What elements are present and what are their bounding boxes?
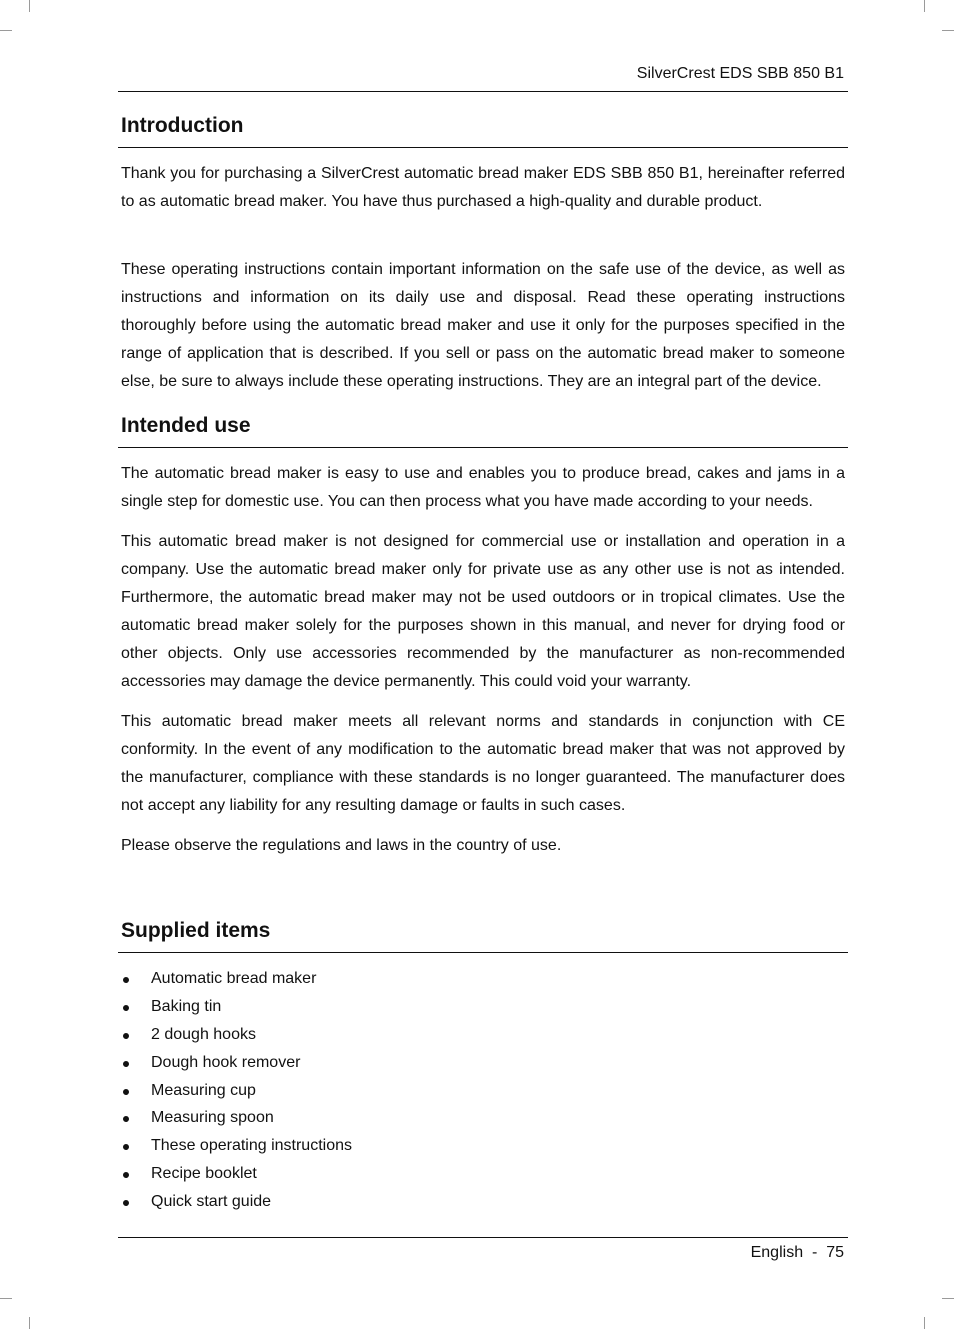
list-item-label: Automatic bread maker: [151, 970, 317, 987]
list-item: [121, 1160, 352, 1188]
bullet-icon: [123, 1172, 129, 1178]
page-number: 75: [826, 1244, 844, 1261]
bullet-icon: [123, 1061, 129, 1067]
bullet-icon: [123, 1033, 129, 1039]
paragraph: The automatic bread maker is easy to use and enables you to produce bread, cakes and jams in a single step for domestic use. You can then process what you have made according to your needs.: [121, 465, 845, 510]
bullet-icon: [123, 1144, 129, 1150]
list-item: [121, 1049, 352, 1077]
crop-mark: [942, 1298, 954, 1299]
bullet-icon: [123, 977, 129, 983]
footer-separator: -: [811, 1244, 818, 1261]
list-item-label: Dough hook remover: [151, 1053, 301, 1071]
crop-mark: [29, 0, 30, 12]
paragraph: These operating instructions contain important information on the safe use of the device, as well as instructions and information on its daily use and disposal. Read these operating instructions thoroughly before using the automatic bread maker and use it only for the purposes specified in the range of application that is described. If you sell or pass on the automatic bread maker to someone else, be sure to always include these operating instructions. They are an integral part of the device.: [121, 261, 845, 390]
supplied-items-list: [121, 965, 352, 1216]
list-item: [121, 1021, 352, 1049]
heading-rule: [118, 952, 848, 953]
heading-rule: [118, 447, 848, 448]
running-header: SilverCrest EDS SBB 850 B1: [636, 65, 844, 82]
list-item: [121, 1188, 352, 1216]
header-rule: [118, 91, 848, 92]
crop-mark: [924, 0, 925, 12]
section-heading-supplied-items: Supplied items: [121, 919, 271, 942]
list-item-label: Measuring spoon: [151, 1109, 274, 1127]
list-item: [121, 1104, 352, 1132]
list-item-label: Measuring cup: [151, 1081, 256, 1099]
crop-mark: [0, 30, 12, 31]
crop-mark: [29, 1317, 30, 1329]
list-item-label: Recipe booklet: [151, 1165, 257, 1183]
bullet-icon: [123, 1200, 129, 1206]
section-heading-intended-use: Intended use: [121, 414, 251, 437]
list-item-label: Baking tin: [151, 997, 222, 1015]
page-footer: [751, 1242, 844, 1264]
list-item-label: 2 dough hooks: [151, 1025, 256, 1043]
section-heading-introduction: Introduction: [121, 114, 244, 137]
paragraph: Thank you for purchasing a SilverCrest automatic bread maker EDS SBB 850 B1, hereinafter referred to as automatic bread maker. You have thus purchased a high-quality and durable product.: [121, 165, 845, 210]
list-item: [121, 1077, 352, 1105]
crop-mark: [0, 1298, 12, 1299]
paragraph: This automatic bread maker is not designed for commercial use or installation and operation in a company. Use the automatic bread maker only for private use as any other use is not as intended. Furthermore, the automatic bread maker may not be used outdoors or in tropical climates. Use the automatic bread maker solely for the purposes shown in this manual, and never for drying food or other objects. Only use accessories recommended by the manufacturer as non-recommended accessories may damage the device permanently. This could void your warranty.: [121, 533, 845, 690]
paragraph: Please observe the regulations and laws in the country of use.: [121, 837, 562, 854]
list-item: [121, 1132, 352, 1160]
heading-rule: [118, 147, 848, 148]
list-item-label: These operating instructions: [151, 1137, 352, 1155]
crop-mark: [942, 30, 954, 31]
list-item: [121, 965, 352, 993]
list-item-label: Quick start guide: [151, 1193, 272, 1211]
footer-rule: [118, 1237, 848, 1238]
crop-mark: [924, 1317, 925, 1329]
bullet-icon: [123, 1005, 129, 1011]
paragraph: This automatic bread maker meets all relevant norms and standards in conjunction with CE conformity. In the event of any modification to the automatic bread maker that was not approved by the manufacturer, compliance with these standards is no longer guaranteed. The manufacturer does not accept any liability for any resulting damage or faults in such cases.: [121, 713, 845, 814]
footer-language: English: [750, 1244, 804, 1261]
bullet-icon: [123, 1116, 129, 1122]
list-item: [121, 993, 352, 1021]
bullet-icon: [123, 1089, 129, 1095]
